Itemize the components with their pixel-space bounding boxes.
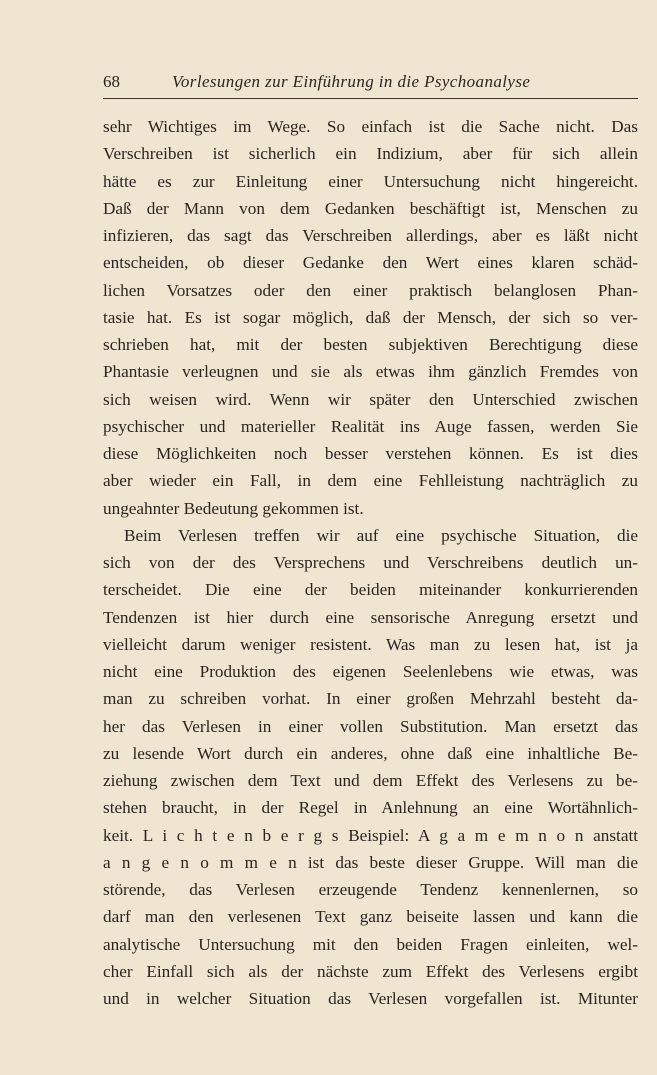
text-line: Daß der Mann von dem Gedanken beschäftigt ist, Menschen zu bbox=[103, 198, 638, 218]
text-line: stehen braucht, in der Regel in Anlehnung an eine Wortähnlich- bbox=[103, 798, 638, 818]
text-line: Tendenzen ist hier durch eine sensorische Anregung ersetzt und bbox=[103, 607, 638, 627]
header-rule bbox=[103, 98, 638, 99]
text-line: cher Einfall sich als der nächste zum Effekt des Verlesens ergibt bbox=[103, 961, 638, 981]
paragraph bbox=[103, 113, 638, 522]
text-line: lichen Vorsatzes oder den einer praktisch belanglosen Phan- bbox=[103, 280, 638, 300]
page-header bbox=[103, 70, 638, 98]
text-line: aber wieder ein Fall, in dem eine Fehlleistung nachträglich zu bbox=[103, 471, 638, 491]
text-line: sich von der des Versprechens und Verschreibens deutlich un- bbox=[103, 553, 638, 572]
text-line: ungeahnter Bedeutung gekommen ist. bbox=[103, 498, 364, 518]
text-line: ziehung zwischen dem Text und dem Effekt des Verlesens zu be- bbox=[103, 771, 638, 790]
text-line: tasie hat. Es ist sogar möglich, daß der Mensch, der sich so ver- bbox=[103, 307, 638, 327]
text-line: terscheidet. Die eine der beiden miteinander konkurrierenden bbox=[103, 580, 638, 600]
text-line: störende, das Verlesen erzeugende Tendenz kennenlernen, so bbox=[103, 880, 638, 899]
text-line: analytische Untersuchung mit den beiden Fragen einleiten, wel- bbox=[103, 934, 638, 954]
text-line: vielleicht darum weniger resistent. Was man zu lesen hat, ist ja bbox=[103, 634, 638, 654]
body-text bbox=[103, 113, 638, 1012]
text-line: und in welcher Situation das Verlesen vorgefallen ist. Mitunter bbox=[103, 989, 638, 1008]
text-line: entscheiden, ob dieser Gedanke den Wert eines klaren schäd- bbox=[103, 253, 638, 273]
running-title: Vorlesungen zur Einführung in die Psychoanalyse bbox=[172, 72, 531, 91]
text-line: Phantasie verleugnen und sie als etwas ihm gänzlich Fremdes von bbox=[103, 362, 638, 382]
text-line: a n g e n o m m e n ist das beste dieser Gruppe. Will man die bbox=[103, 852, 638, 872]
text-line: psychischer und materieller Realität ins Auge fassen, werden Sie bbox=[103, 416, 638, 436]
text-line: nicht eine Produktion des eigenen Seelenlebens wie etwas, was bbox=[103, 662, 638, 681]
text-line: her das Verlesen in einer vollen Substitution. Man ersetzt das bbox=[103, 716, 638, 736]
text-line: infizieren, das sagt das Verschreiben allerdings, aber es läßt nicht bbox=[103, 226, 638, 245]
paragraph bbox=[103, 522, 638, 1013]
page-number: 68 bbox=[103, 72, 120, 91]
text-line: Verschreiben ist sicherlich ein Indizium, aber für sich allein bbox=[103, 144, 638, 164]
text-line: Beim Verlesen treffen wir auf eine psychische Situation, die bbox=[124, 525, 638, 545]
text-line: man zu schreiben vorhat. In einer großen Mehrzahl besteht da- bbox=[103, 689, 638, 709]
text-line: darf man den verlesenen Text ganz beiseite lassen und kann die bbox=[103, 907, 638, 927]
text-line: sehr Wichtiges im Wege. So einfach ist die Sache nicht. Das bbox=[103, 117, 638, 136]
text-line: diese Möglichkeiten noch besser verstehen können. Es ist dies bbox=[103, 444, 638, 463]
text-line: schrieben hat, mit der besten subjektiven Berechtigung diese bbox=[103, 335, 638, 354]
text-line: sich weisen wird. Wenn wir später den Unterschied zwischen bbox=[103, 389, 638, 409]
text-line: hätte es zur Einleitung einer Untersuchung nicht hingereicht. bbox=[103, 171, 638, 191]
text-line: keit. L i c h t e n b e r g s Beispiel: A g a m e m n o n anstatt bbox=[103, 825, 638, 845]
text-line: zu lesende Wort durch ein anderes, ohne daß eine inhaltliche Be- bbox=[103, 743, 638, 763]
